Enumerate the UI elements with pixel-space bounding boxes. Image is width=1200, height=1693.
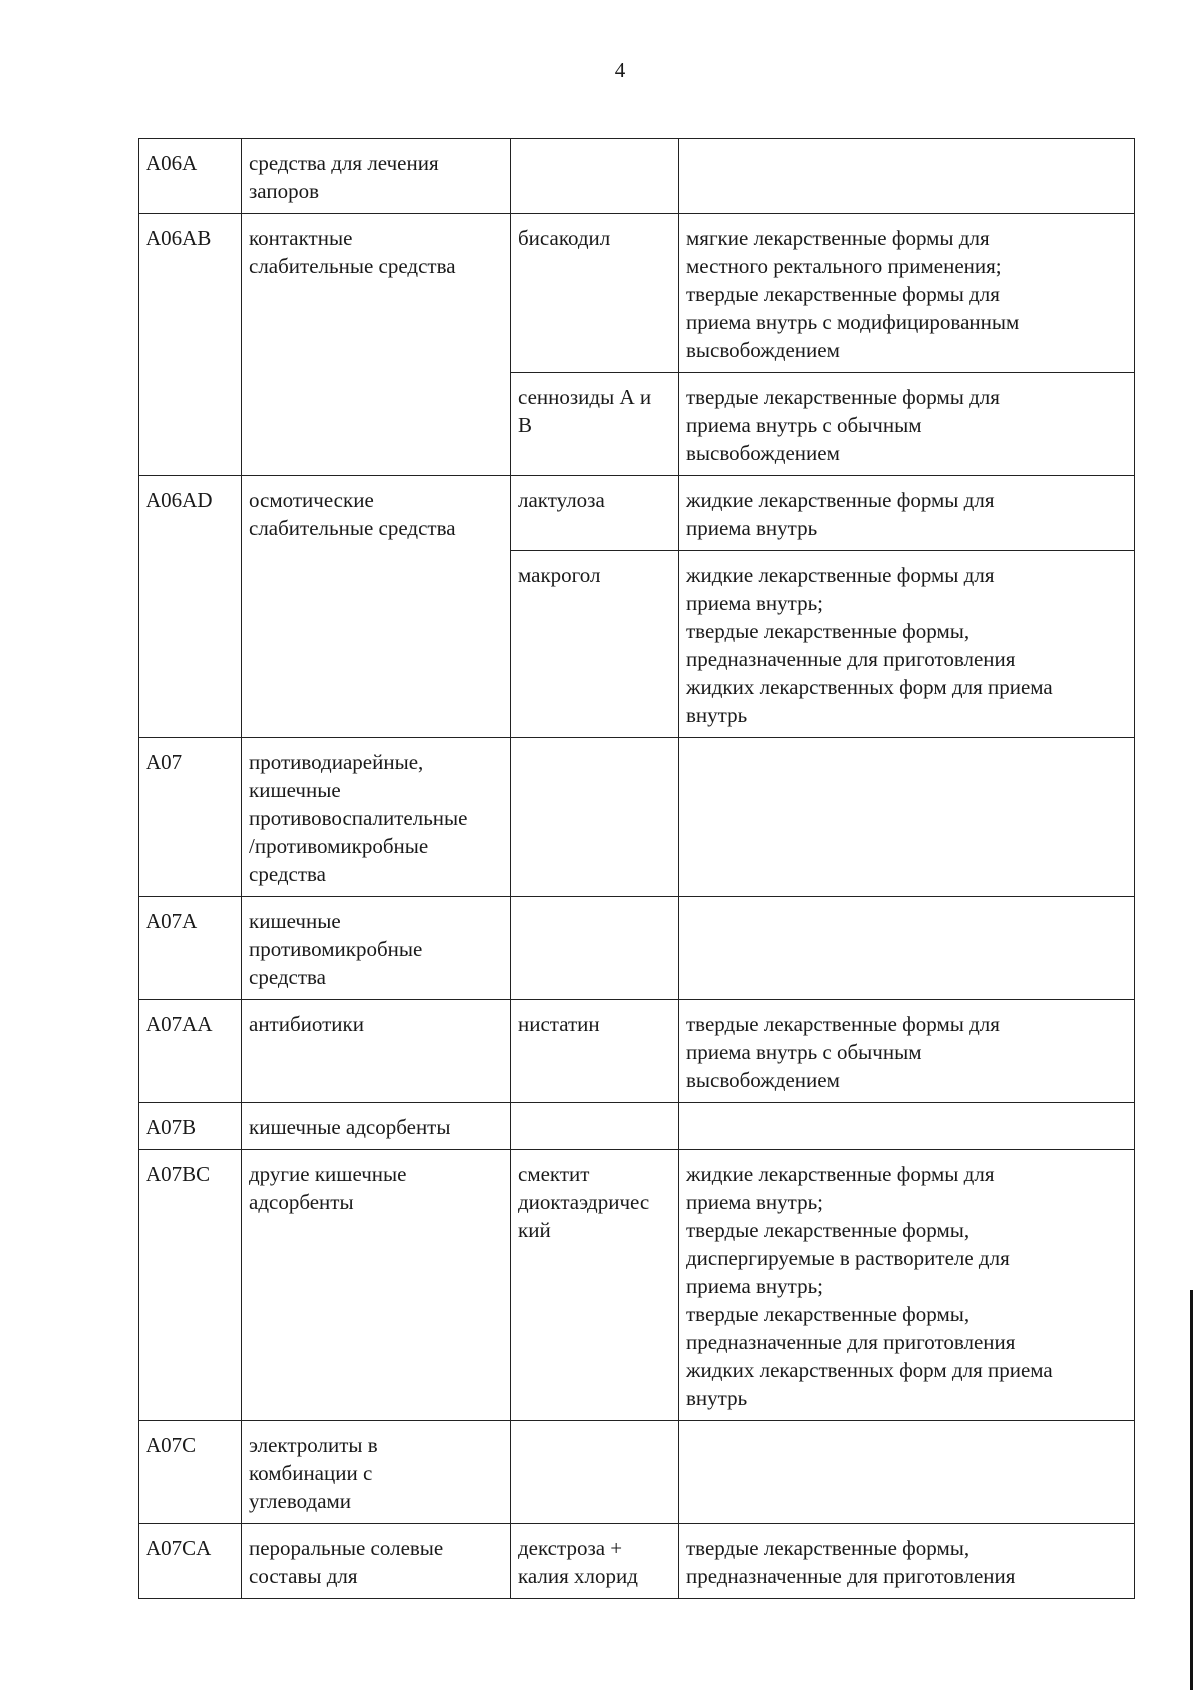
dosage-form [679,1421,1135,1524]
drug-name: нистатин [511,1000,679,1103]
dosage-form: жидкие лекарственные формы для приема внутрь; твердые лекарственные формы, диспергируемые в растворителе для приема внутрь; твердые лекарственные формы, предназначенные для приготовления жидких лекарственных форм для приема внутрь [679,1150,1135,1421]
group-name: антибиотики [242,1000,511,1103]
atc-code: A07A [139,897,242,1000]
drug-name [511,738,679,897]
dosage-form: твердые лекарственные формы для приема внутрь с обычным высвобождением [679,1000,1135,1103]
group-name: средства для лечения запоров [242,139,511,214]
table-row [139,476,1135,551]
group-name: контактные слабительные средства [242,214,511,476]
drug-name: бисакодил [511,214,679,373]
dosage-form [679,1103,1135,1150]
group-name: кишечные адсорбенты [242,1103,511,1150]
dosage-form: жидкие лекарственные формы для приема внутрь; твердые лекарственные формы, предназначенные для приготовления жидких лекарственных форм для приема внутрь [679,551,1135,738]
group-name: другие кишечные адсорбенты [242,1150,511,1421]
dosage-form: жидкие лекарственные формы для приема внутрь [679,476,1135,551]
table-row [139,139,1135,214]
table-row [139,897,1135,1000]
dosage-form [679,139,1135,214]
drug-name [511,139,679,214]
drug-name [511,1103,679,1150]
atc-code: A06AD [139,476,242,738]
scan-edge-mark [1190,1290,1193,1690]
group-name: электролиты в комбинации с углеводами [242,1421,511,1524]
table-row [139,1524,1135,1599]
dosage-form [679,897,1135,1000]
drug-classification-table [138,138,1135,1599]
table-row [139,1150,1135,1421]
atc-code: A06AB [139,214,242,476]
group-name: пероральные солевые составы для [242,1524,511,1599]
group-name: кишечные противомикробные средства [242,897,511,1000]
table-row [139,738,1135,897]
dosage-form: твердые лекарственные формы, предназначенные для приготовления [679,1524,1135,1599]
page-number: 4 [614,58,626,82]
atc-code: A07 [139,738,242,897]
group-name: осмотические слабительные средства [242,476,511,738]
table-row [139,1103,1135,1150]
atc-code: A07B [139,1103,242,1150]
atc-code: A06A [139,139,242,214]
table-row [139,1000,1135,1103]
group-name: противодиарейные, кишечные противовоспалительные /противомикробные средства [242,738,511,897]
atc-code: A07C [139,1421,242,1524]
drug-name: декстроза + калия хлорид [511,1524,679,1599]
drug-name: макрогол [511,551,679,738]
drug-name [511,897,679,1000]
table-row [139,1421,1135,1524]
dosage-form [679,738,1135,897]
drug-name: лактулоза [511,476,679,551]
dosage-form: мягкие лекарственные формы для местного ректального применения; твердые лекарственные формы для приема внутрь с модифицированным высвобождением [679,214,1135,373]
atc-code: A07CA [139,1524,242,1599]
atc-code: A07AA [139,1000,242,1103]
atc-code: A07BC [139,1150,242,1421]
dosage-form: твердые лекарственные формы для приема внутрь с обычным высвобождением [679,373,1135,476]
table-row [139,214,1135,373]
drug-name: смектит диоктаэдричес кий [511,1150,679,1421]
drug-name [511,1421,679,1524]
drug-name: сеннозиды А и В [511,373,679,476]
